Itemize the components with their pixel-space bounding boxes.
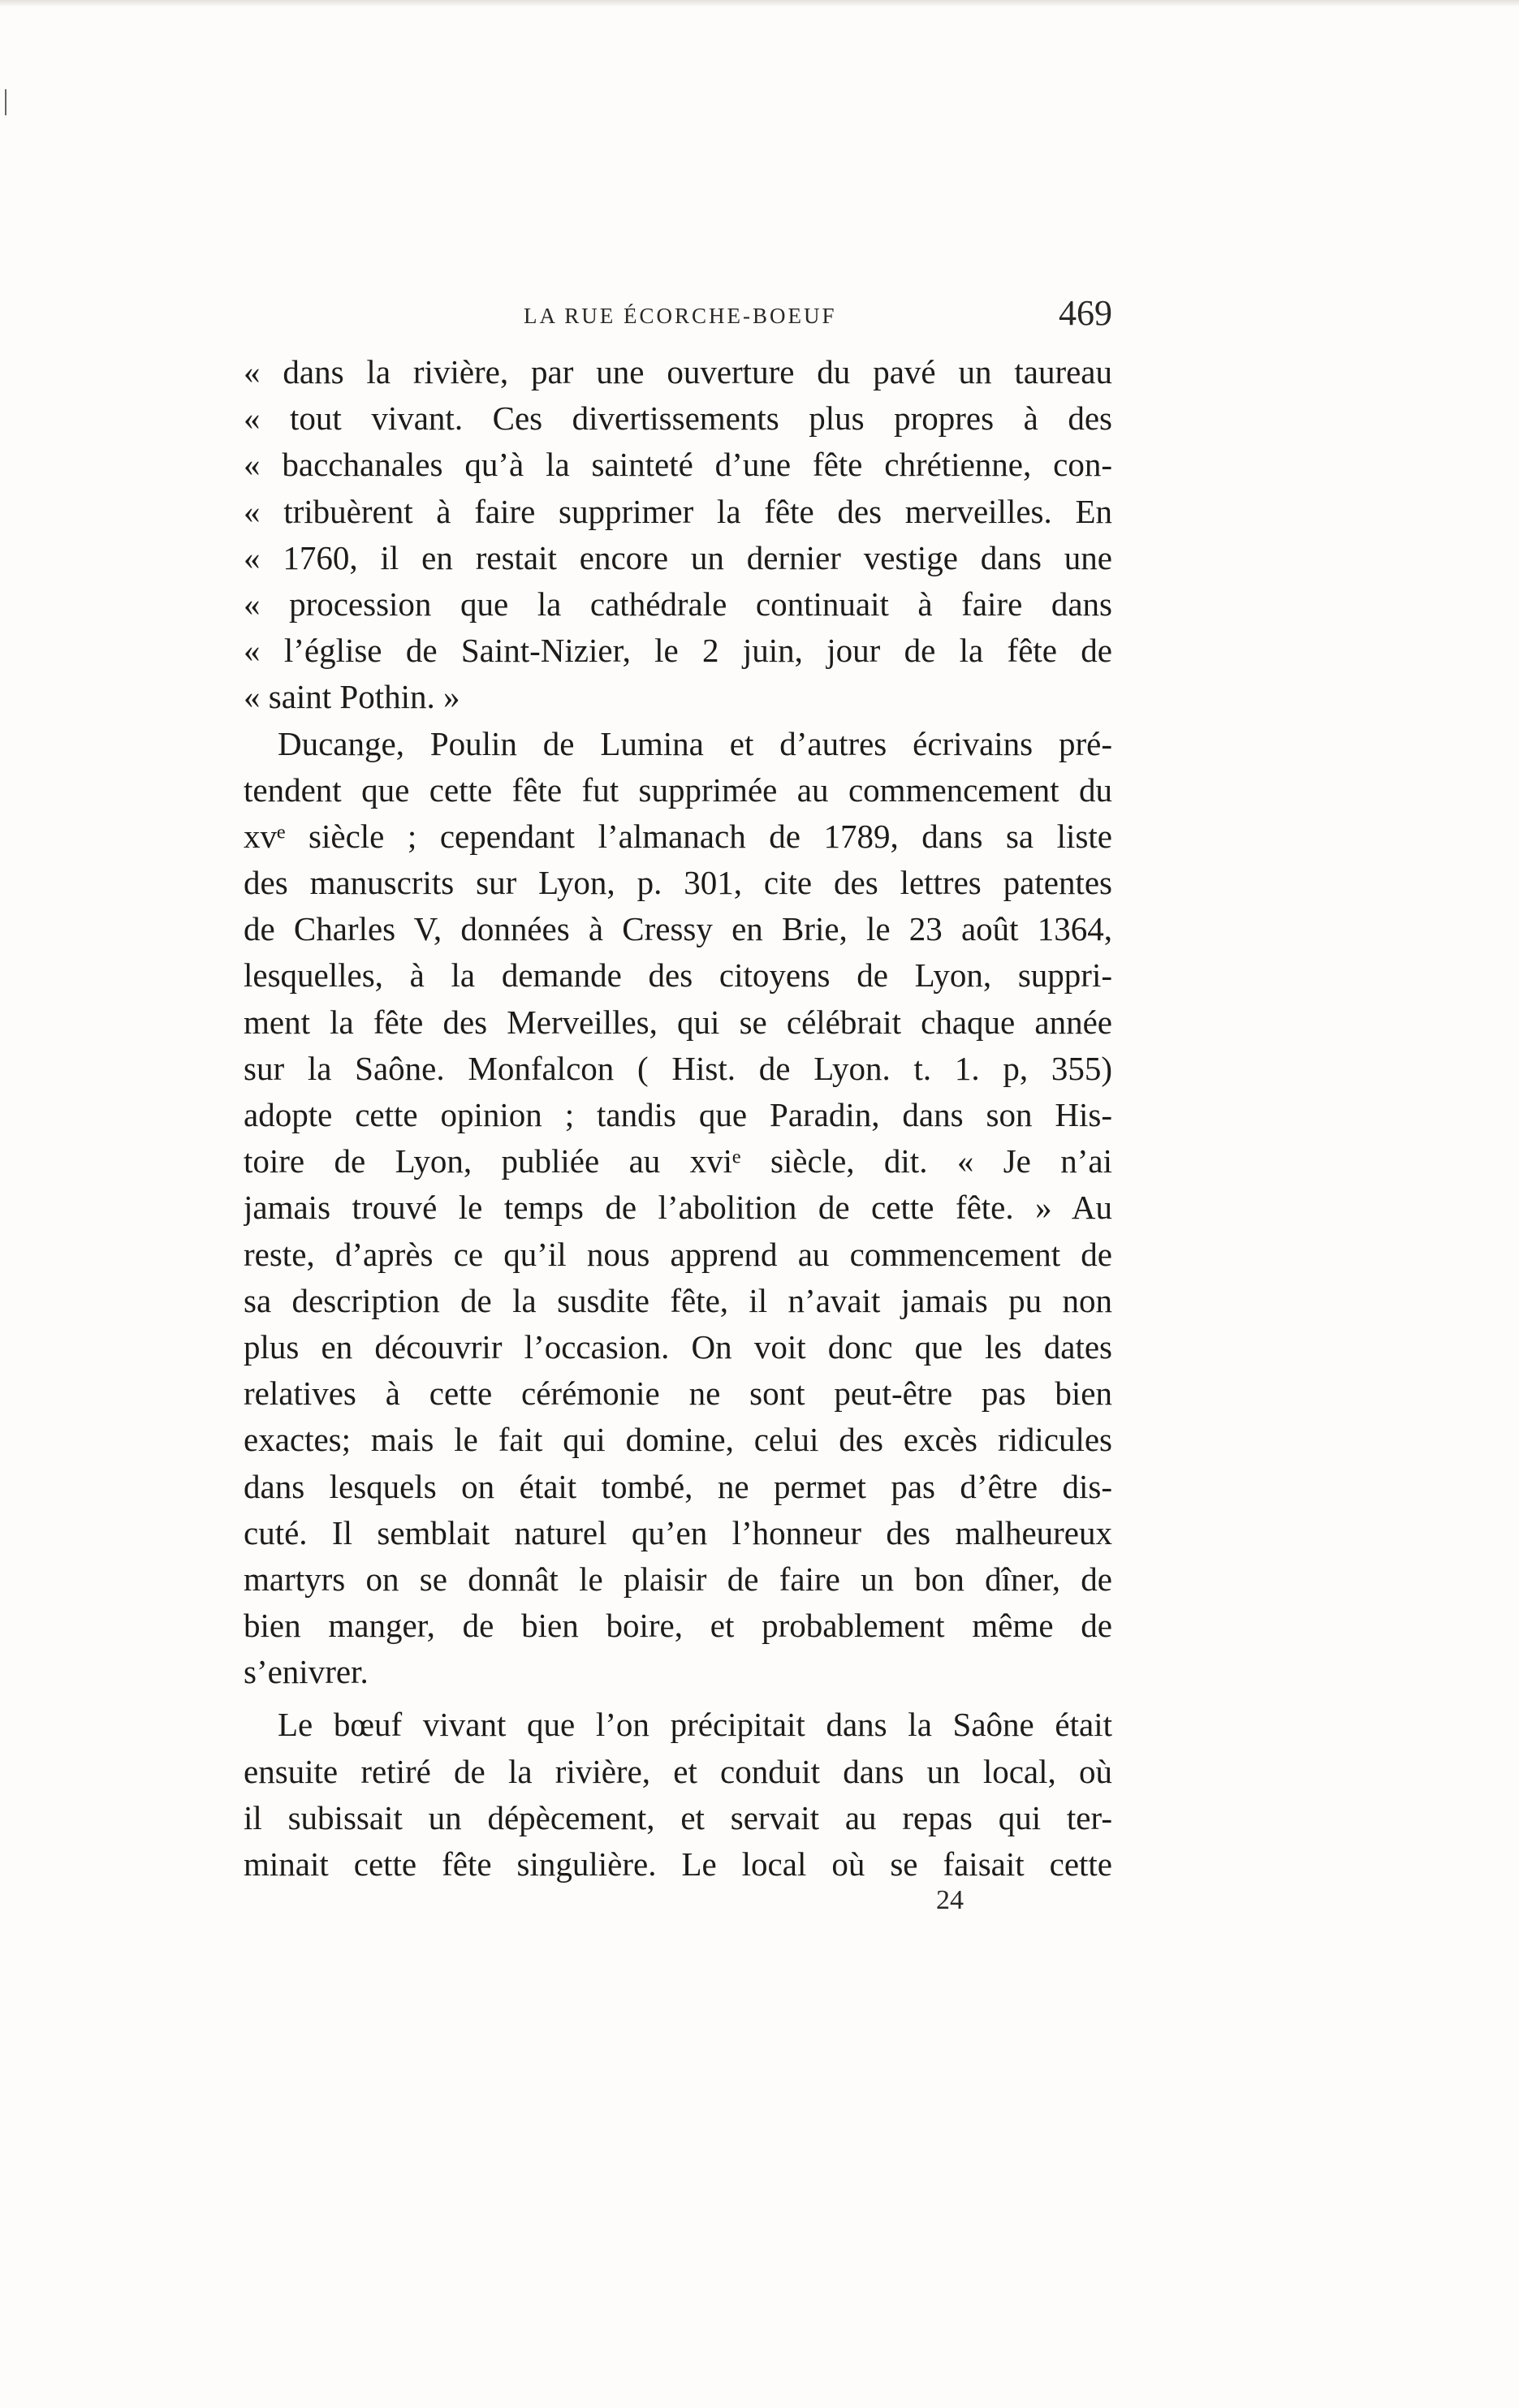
text-line: « l’église de Saint-Nizier, le 2 juin, jour de la fête de	[244, 632, 1112, 670]
text-line: xvᵉ siècle ; cependant l’almanach de 1789, dans sa liste	[244, 817, 1112, 855]
paragraph-first-line: Ducange, Poulin de Lumina et d’autres écrivains pré-	[278, 724, 1112, 762]
text-line: ensuite retiré de la rivière, et conduit dans un local, où	[244, 1752, 1112, 1790]
text-line: relatives à cette cérémonie ne sont peut-être pas bien	[244, 1374, 1112, 1413]
text-line: exactes; mais le fait qui domine, celui des excès ridicules	[244, 1421, 1112, 1459]
text-line: « procession que la cathédrale continuait à faire dans	[244, 585, 1112, 623]
text-line: lesquelles, à la demande des citoyens de Lyon, suppri-	[244, 956, 1112, 995]
text-line: « 1760, il en restait encore un dernier vestige dans une	[244, 538, 1112, 576]
body-text	[244, 349, 1112, 1888]
text-line: ment la fête des Merveilles, qui se célébrait chaque année	[244, 1003, 1112, 1041]
text-line: de Charles V, données à Cressy en Brie, le 23 août 1364,	[244, 910, 1112, 948]
text-line: sa description de la susdite fête, il n’avait jamais pu non	[244, 1281, 1112, 1319]
text-line: adopte cette opinion ; tandis que Paradin, dans son His-	[244, 1096, 1112, 1133]
page-number: 469	[1059, 293, 1112, 333]
text-line: minait cette fête singulière. Le local où se faisait cette	[244, 1845, 1112, 1883]
text-line: « tribuèrent à faire supprimer la fête des merveilles. En	[244, 492, 1112, 530]
text-line: plus en découvrir l’occasion. On voit donc que les dates	[244, 1327, 1112, 1366]
paragraph-gap	[244, 1695, 1112, 1702]
text-line: il subissait un dépècement, et servait au repas qui ter-	[244, 1798, 1112, 1836]
text-line: tendent que cette fête fut supprimée au commencement du	[244, 770, 1112, 809]
signature-mark: 24	[936, 1885, 964, 1915]
paragraph-first-line: Le bœuf vivant que l’on précipitait dans la Saône était	[278, 1706, 1112, 1744]
text-line: martyrs on se donnât le plaisir de faire un bon dîner, de	[244, 1560, 1112, 1598]
text-line: « bacchanales qu’à la sainteté d’une fête chrétienne, con-	[244, 446, 1112, 484]
running-head	[244, 292, 1112, 341]
text-line: toire de Lyon, publiée au xviᵉ siècle, dit. « Je n’ai	[244, 1142, 1112, 1180]
text-line: « dans la rivière, par une ouverture du pavé un taureau	[244, 353, 1112, 391]
text-line: sur la Saône. Monfalcon ( Hist. de Lyon. t. 1. p, 355)	[244, 1049, 1112, 1087]
binding-mark	[5, 89, 6, 115]
text-line: « saint Pothin. »	[244, 678, 460, 716]
text-line: des manuscrits sur Lyon, p. 301, cite des lettres patentes	[244, 864, 1112, 902]
running-title: LA RUE ÉCORCHE-BOEUF	[524, 304, 837, 328]
text-line: « tout vivant. Ces divertissements plus propres à des	[244, 399, 1112, 438]
text-line: dans lesquels on était tombé, ne permet pas d’être dis-	[244, 1467, 1112, 1505]
text-line: reste, d’après ce qu’il nous apprend au commencement de	[244, 1235, 1112, 1273]
text-line: s’enivrer.	[244, 1653, 369, 1691]
text-line: cuté. Il semblait naturel qu’en l’honneur des malheureux	[244, 1513, 1112, 1551]
text-line: jamais trouvé le temps de l’abolition de cette fête. » Au	[244, 1189, 1112, 1227]
text-line: bien manger, de bien boire, et probablement même de	[244, 1607, 1112, 1645]
scan-edge-shadow	[0, 0, 1519, 6]
